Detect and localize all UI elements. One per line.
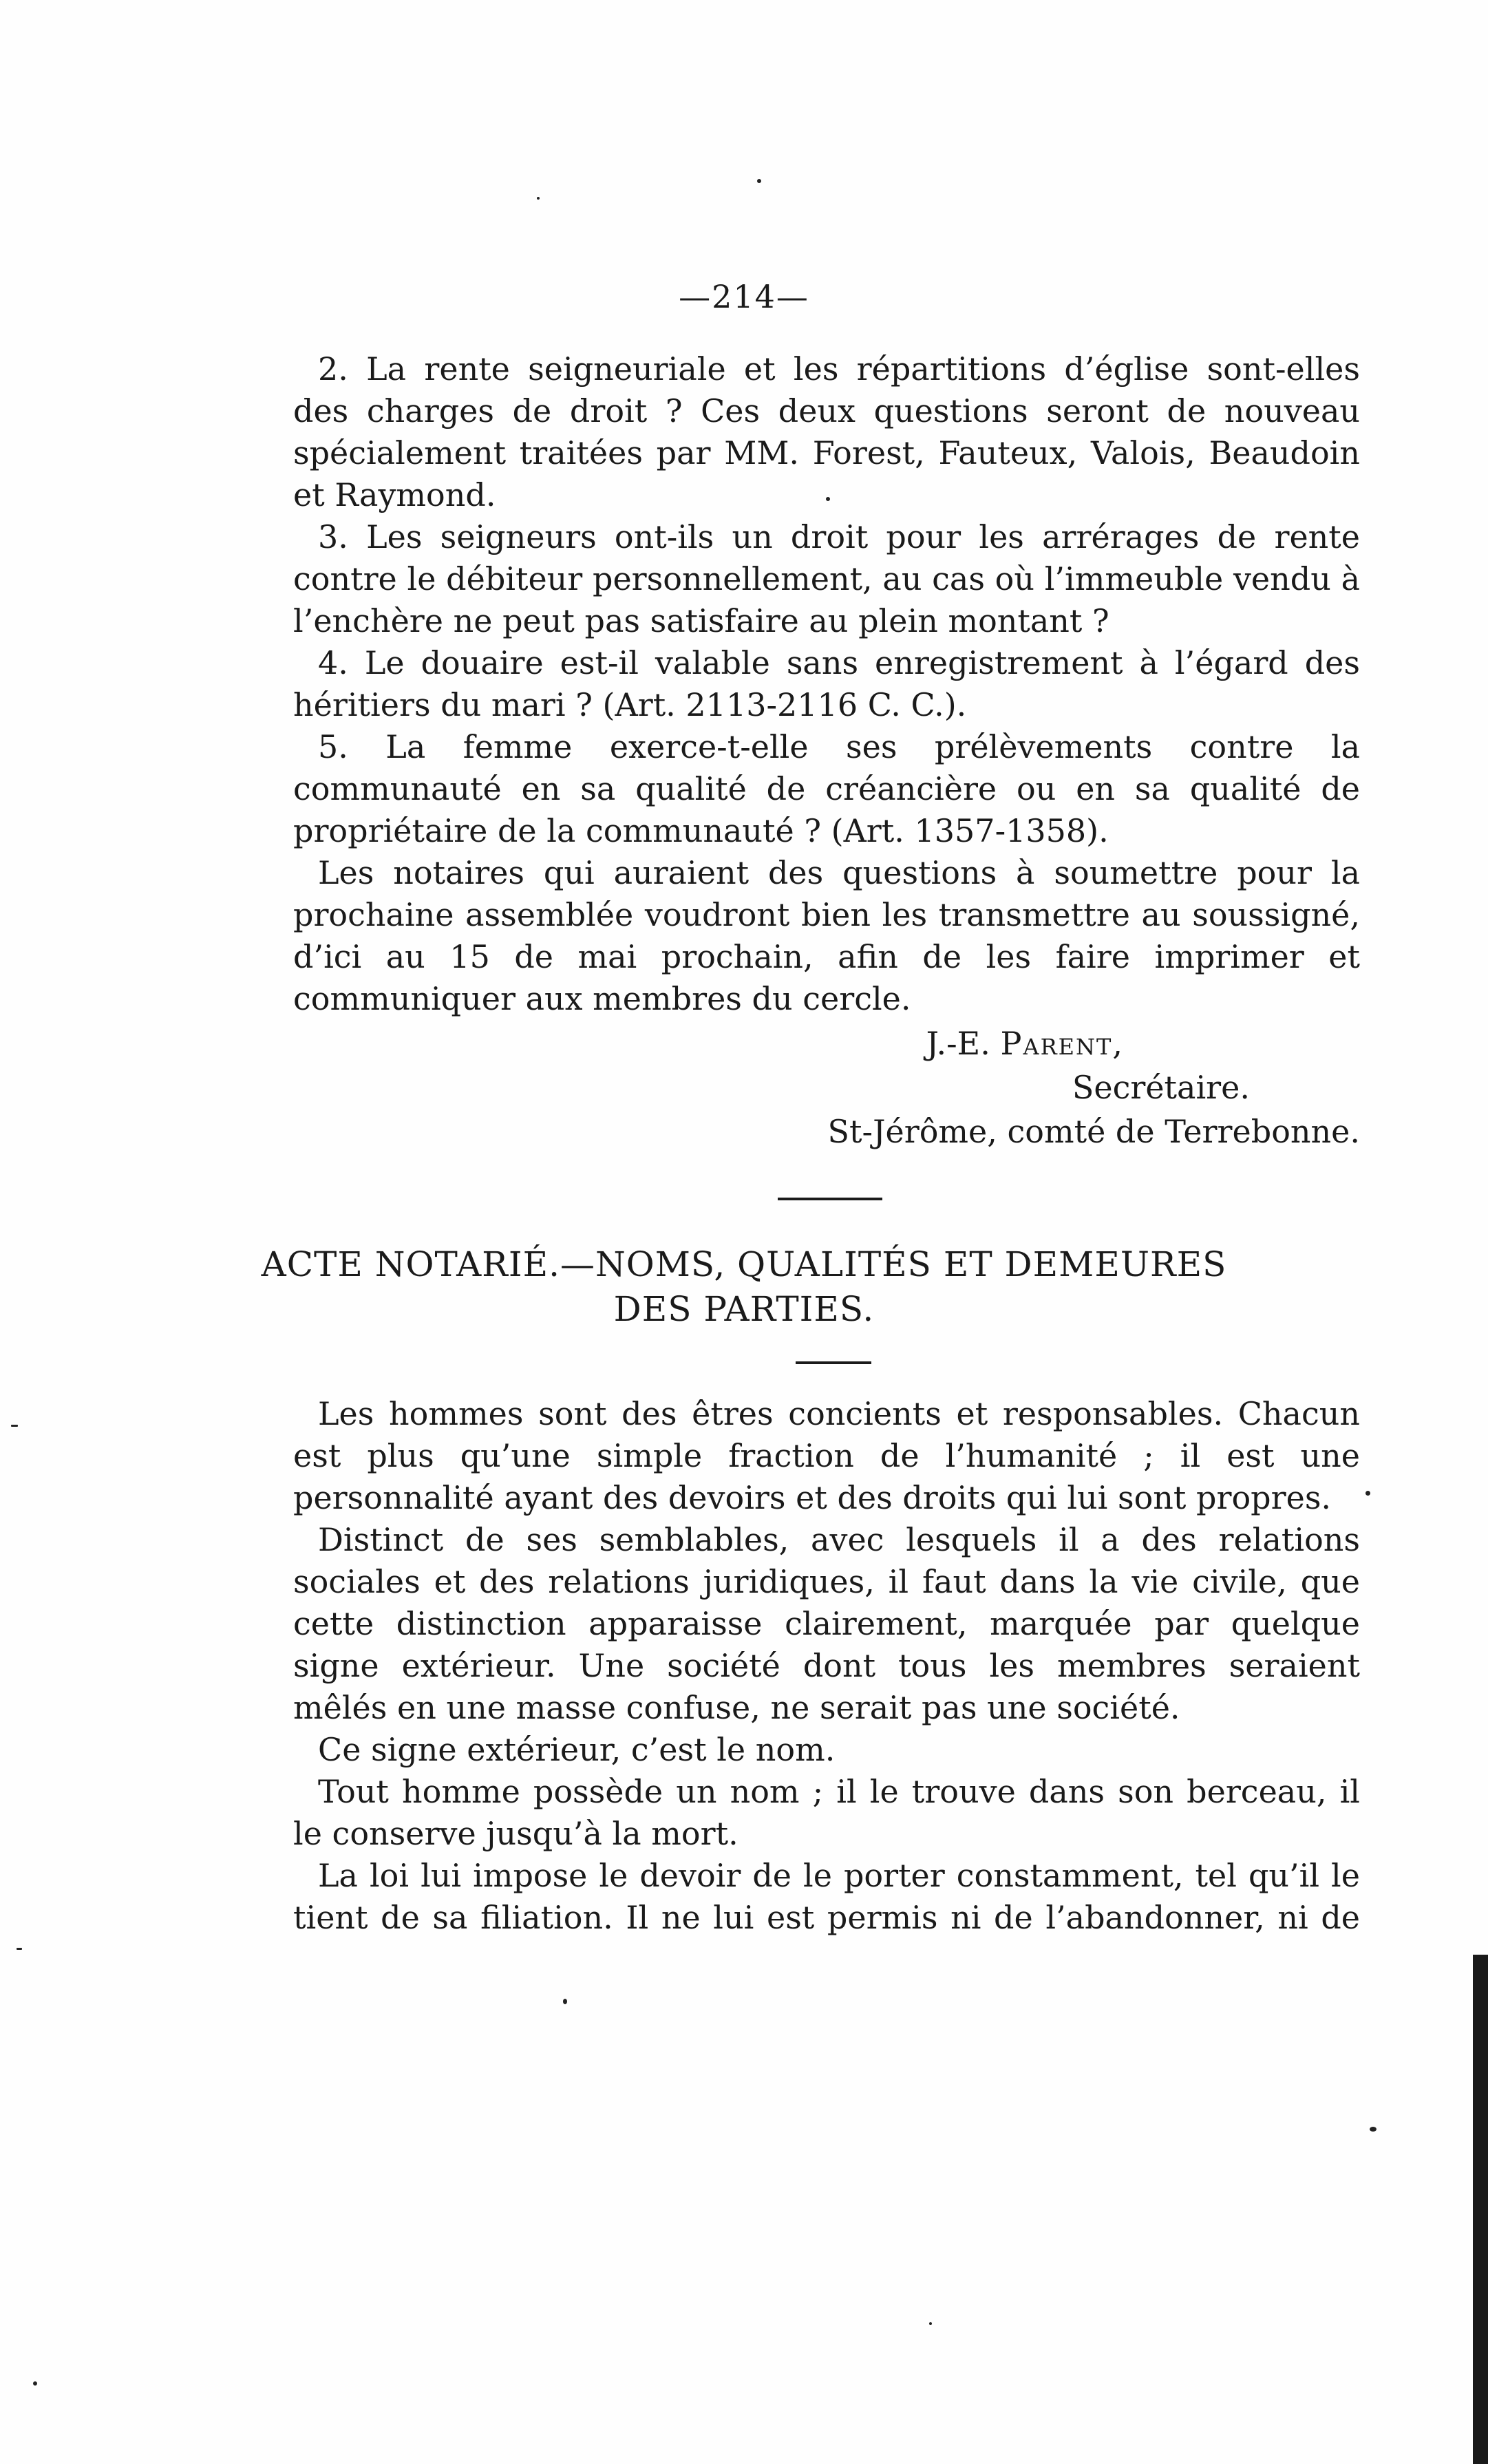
signature-block xyxy=(293,1021,1360,1154)
scan-speck xyxy=(17,1948,22,1950)
section-heading-line1: ACTE NOTARIÉ.—NOMS, QUALITÉS ET DEMEURES xyxy=(261,1244,1227,1284)
scan-speck xyxy=(563,1999,567,2004)
signature-surname: Parent xyxy=(1000,1025,1113,1062)
signature-title: Secrétaire. xyxy=(1072,1069,1250,1106)
questions-section xyxy=(293,348,1360,1154)
scan-speck xyxy=(537,197,540,200)
question-4: 4. Le douaire est-il valable sans enregistrement à l’égard des héritiers du mari ? (Art. 2113-2116 C. C.). xyxy=(293,644,1360,723)
scan-speck xyxy=(757,179,761,183)
question-3: 3. Les seigneurs ont-ils un droit pour les arrérages de rente contre le débiteur personnellement, au cas où l’immeuble vendu à l’enchère ne peut pas satisfaire au plein montant ? xyxy=(293,518,1360,639)
heading-underline xyxy=(796,1361,871,1364)
scan-speck xyxy=(826,497,830,501)
scan-speck xyxy=(1365,1491,1370,1496)
question-5: 5. La femme exerce-t-elle ses prélèvements contre la communauté en sa qualité de créancière ou en sa qualité de propriétaire de la communauté ? (Art. 1357-1358). xyxy=(293,728,1360,849)
binding-shadow xyxy=(1473,1955,1488,2464)
body-paragraph: Distinct de ses semblables, avec lesquels il a des relations sociales et des relations juridiques, il faut dans la vie civile, que cette distinction apparaisse clairement, marquée par quelque signe extérieur. Une société dont tous les membres seraient mêlés en une masse confuse, ne serait pas une société. xyxy=(293,1521,1360,1726)
signature-place: St-Jérôme, comté de Terrebonne. xyxy=(827,1113,1360,1150)
section-divider xyxy=(778,1198,882,1200)
body-paragraph: Ce signe extérieur, c’est le nom. xyxy=(318,1731,836,1768)
notice-paragraph: Les notaires qui auraient des questions à soumettre pour la prochaine assemblée voudront bien les transmettre au soussigné, d’ici au 15 de mai prochain, afin de les faire imprimer et communiquer aux membres du cercle. xyxy=(293,854,1360,1017)
scan-speck xyxy=(33,2381,37,2386)
signature-name xyxy=(293,1021,1360,1065)
signature-initials: J.-E. xyxy=(926,1025,990,1062)
scan-speck xyxy=(1370,2127,1377,2132)
body-paragraph: Tout homme possède un nom ; il le trouve dans son berceau, il le conserve jusqu’à la mort. xyxy=(293,1773,1360,1852)
signature-name-suffix: , xyxy=(1112,1025,1123,1062)
scan-speck xyxy=(929,2322,932,2325)
acte-notarie-section xyxy=(293,1393,1360,1939)
body-paragraph: La loi lui impose le devoir de le porter constamment, tel qu’il le tient de sa filiation. Il ne lui est permis ni de l’abandonner, ni de xyxy=(293,1857,1360,1936)
question-2: 2. La rente seigneuriale et les répartitions d’église sont-elles des charges de droit ? Ces deux questions seront de nouveau spécialement traitées par MM. Forest, Fauteux, Valois, Beaudoin et Raymond. xyxy=(293,350,1360,513)
section-heading-line2: DES PARTIES. xyxy=(613,1289,875,1329)
scan-speck xyxy=(11,1425,18,1427)
page-number: —214— xyxy=(679,278,809,315)
body-paragraph: Les hommes sont des êtres concients et responsables. Chacun est plus qu’une simple fraction de l’humanité ; il est une personnalité ayant des devoirs et des droits qui lui sont propres. xyxy=(293,1395,1360,1516)
